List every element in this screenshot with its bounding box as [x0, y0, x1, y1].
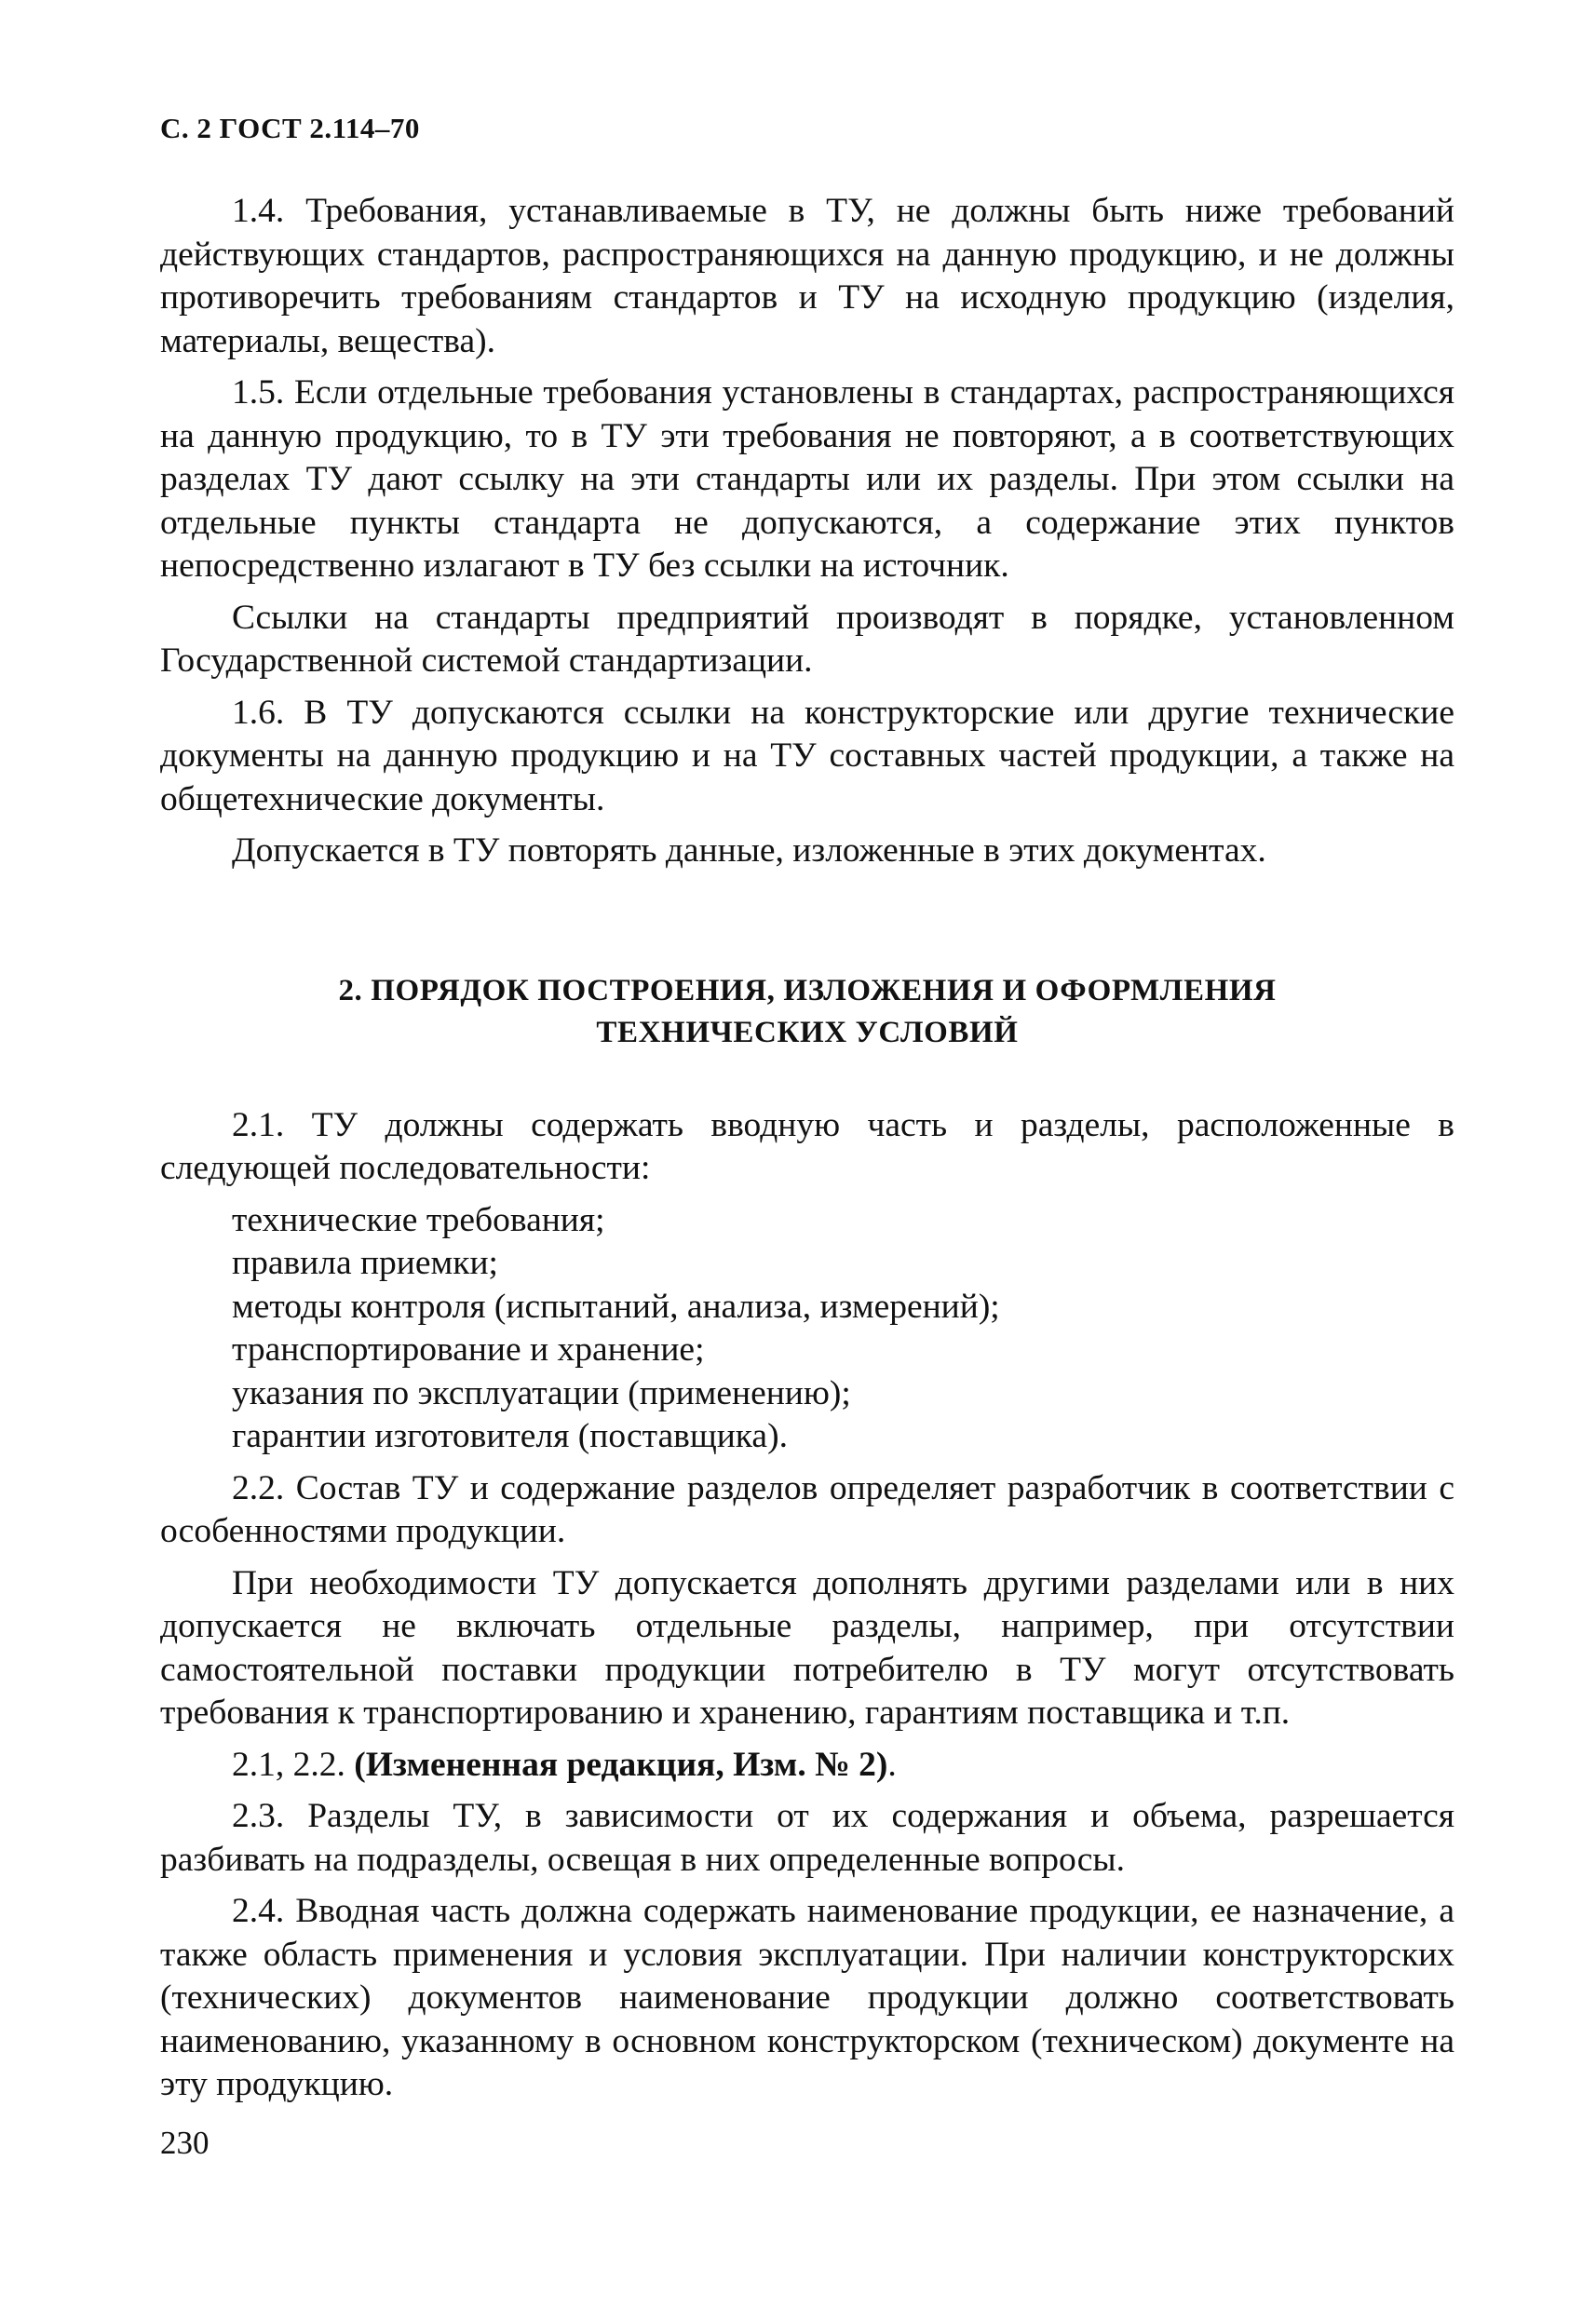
section-title-line-1: 2. ПОРЯДОК ПОСТРОЕНИЯ, ИЗЛОЖЕНИЯ И ОФОРМЛЕНИЯ	[338, 973, 1277, 1007]
paragraph-1-5: 1.5. Если отдельные требования установлены в стандартах, распространяющихся на данную продукцию, то в ТУ эти требования не повторяют, а в соответствующих разделах ТУ дают ссылку на эти стандарты или их разделы. При этом ссылки на отдельные пункты стандарта не допускаются, а содержание этих пунктов непосредственно излагают в ТУ без ссылки на источник.	[160, 373, 1454, 585]
list-item: транспортирование и хранение;	[232, 1330, 705, 1369]
paragraph-1-4: 1.4. Требования, устанавливаемые в ТУ, не должны быть ниже требований действующих стандартов, распространяющихся на данную продукцию, и не должны противоречить требованиям стандартов и ТУ на исходную продукцию (изделия, материалы, вещества).	[160, 192, 1454, 360]
amendment-prefix: 2.1, 2.2.	[232, 1745, 355, 1784]
amendment-suffix: .	[887, 1745, 897, 1784]
paragraph-optional-sections: При необходимости ТУ допускается дополнять другими разделами или в них допускается не включать отдельные разделы, например, при отсутствии самостоятельной поставки продукции потребителю в ТУ могут отсутствовать требования к транспортированию и хранению, гарантиям поставщика и т.п.	[160, 1563, 1454, 1732]
section-title	[160, 970, 1454, 1054]
list-item: методы контроля (испытаний, анализа, измерений);	[232, 1287, 1000, 1326]
paragraph-references: Ссылки на стандарты предприятий производят в порядке, установленном Государственной системой стандартизации.	[160, 598, 1454, 680]
page-number: 230	[160, 2125, 210, 2161]
list-item: гарантии изготовителя (поставщика).	[232, 1417, 788, 1455]
paragraph-2-3: 2.3. Разделы ТУ, в зависимости от их содержания и объема, разрешается разбивать на подразделы, освещая в них определенные вопросы.	[160, 1797, 1454, 1879]
amendment-note	[160, 1744, 1454, 1788]
paragraph-2-4: 2.4. Вводная часть должна содержать наименование продукции, ее назначение, а также область применения и условия эксплуатации. При наличии конструкторских (технических) документов наименование продукции должно соответствовать наименованию, указанному в основном конструкторском (техническом) документе на эту продукцию.	[160, 1892, 1454, 2103]
section-list	[160, 1199, 1454, 1459]
running-header: С. 2 ГОСТ 2.114–70	[160, 112, 420, 144]
amendment-text: (Измененная редакция, Изм. № 2)	[354, 1745, 888, 1784]
paragraph-2-2: 2.2. Состав ТУ и содержание разделов определяет разработчик в соответствии с особенностями продукции.	[160, 1468, 1454, 1550]
list-item: правила приемки;	[232, 1244, 498, 1282]
paragraph-repeat-data: Допускается в ТУ повторять данные, изложенные в этих документах.	[232, 831, 1266, 870]
paragraph-1-6: 1.6. В ТУ допускаются ссылки на конструкторские или другие технические документы на данную продукцию и на ТУ составных частей продукции, а также на общетехнические документы.	[160, 693, 1454, 818]
section-title-line-2: ТЕХНИЧЕСКИХ УСЛОВИЙ	[596, 1015, 1019, 1049]
list-item: указания по эксплуатации (применению);	[232, 1373, 851, 1412]
document-page	[160, 112, 1454, 2115]
paragraph-2-1: 2.1. ТУ должны содержать вводную часть и разделы, расположенные в следующей последовательности:	[160, 1105, 1454, 1187]
list-item: технические требования;	[232, 1200, 605, 1239]
